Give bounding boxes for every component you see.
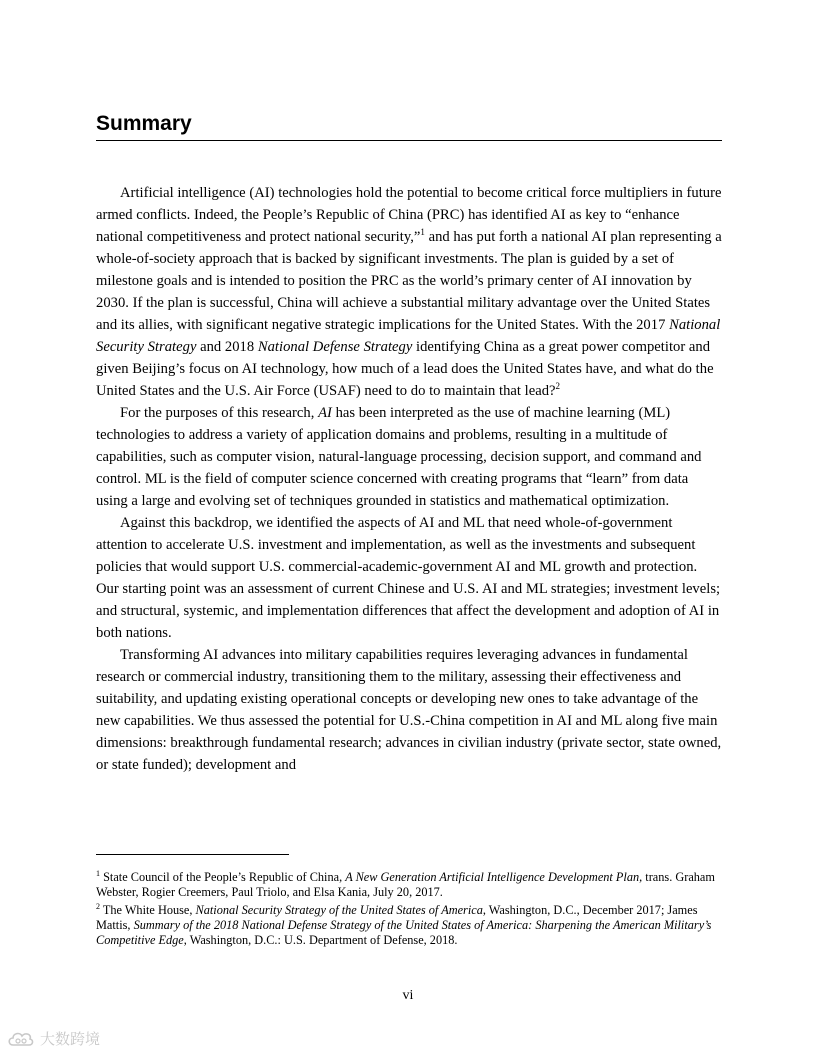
p1-italic-1: National Security Strategy (96, 317, 721, 355)
fn1-text-1: State Council of the People’s Republic of China, (100, 870, 346, 884)
fn2-text-3: , Washington, D.C.: U.S. Department of Defense, 2018. (183, 933, 458, 947)
paragraph-1 (96, 182, 722, 402)
body-text (96, 182, 722, 776)
paragraph-4: Transforming AI advances into military capabilities requires leveraging advances in fundamental research or commercial industry, transitioning them to the military, assessing their effectiveness and suitability, and updating existing operational concepts or developing new ones to take advantage of the new capabilities. We thus assessed the potential for U.S.-China competition in AI and ML along five main dimensions: breakthrough fundamental research; advances in civilian industry (private sector, state owned, or state funded); development and (96, 647, 722, 773)
fn2-italic-1: National Security Strategy of the United States of America (195, 903, 483, 917)
footnotes (96, 870, 722, 951)
footnote-2 (96, 903, 722, 948)
fn1-italic-1: A New Generation Artificial Intelligence Development Plan, (345, 870, 643, 884)
footnote-ref-1[interactable]: 1 (420, 227, 425, 238)
p2-text-1: For the purposes of this research, (120, 405, 319, 421)
page-number: vi (402, 988, 414, 1003)
fn2-text-1: The White House, (100, 903, 196, 917)
fn2-text-2: , Washington, D.C., December 2017; James Mattis, (96, 903, 698, 932)
footnote-ref-2[interactable]: 2 (555, 381, 561, 392)
footnote-separator (96, 854, 289, 855)
cloud-logo-icon (6, 1029, 36, 1049)
paragraph-3: Against this backdrop, we identified the aspects of AI and ML that need whole-of-government attention to accelerate U.S. investment and implementation, as well as the investments and subsequent policies that would support U.S. commercial-academic-government AI and ML growth and protection. Our starting point was an assessment of current Chinese and U.S. AI and ML strategies; investment levels; and structural, systemic, and implementation differences that affect the development and adoption of AI in both nations. (96, 515, 721, 641)
p1-text-4: identifying China as a great power competitor and given Beijing’s focus on AI technology, how much of a lead does the United States have, and what do the United States and the U.S. Air Force (USAF) need to do to maintain that lead? (96, 339, 714, 399)
page-title: Summary (96, 110, 722, 141)
p1-italic-2: National Defense Strategy (257, 339, 413, 355)
footnote-1 (96, 870, 722, 900)
footnote-1-number: 1 (96, 868, 100, 878)
p1-text-3: and 2018 (196, 339, 258, 355)
watermark (6, 1028, 100, 1049)
paragraph-2 (96, 402, 722, 512)
p1-text-1: Artificial intelligence (AI) technologies hold the potential to become critical force multipliers in future armed conflicts. Indeed, the People’s Republic of China (PRC) has identified AI as key to “enhance national competitiveness and protect national security,” (96, 185, 722, 245)
fn1-text-2: trans. Graham Webster, Rogier Creemers, Paul Triolo, and Elsa Kania, July 20, 2017. (96, 870, 715, 899)
p2-italic-1: AI (318, 405, 332, 421)
fn2-italic-2: Summary of the 2018 National Defense Strategy of the United States of America: Sharpening the American Military’s Competitive Edge (96, 918, 712, 947)
p2-text-2: has been interpreted as the use of machine learning (ML) technologies to address a variety of application domains and problems, resulting in a multitude of capabilities, such as computer vision, natural-language processing, decision support, and command and control. ML is the field of computer science concerned with creating programs that “learn” from data using a large and evolving set of techniques grounded in statistics and mathematical optimization. (96, 405, 702, 509)
p1-text-2: and has put forth a national AI plan representing a whole-of-society approach that is backed by significant investments. The plan is guided by a set of milestone goals and is intended to position the PRC as the world’s primary center of AI innovation by 2030. If the plan is successful, China will achieve a substantial military advantage over the United States and its allies, with significant negative strategic implications for the United States. With the 2017 (96, 229, 722, 333)
footnote-2-number: 2 (96, 901, 100, 911)
watermark-text: 大数跨境 (40, 1030, 101, 1048)
